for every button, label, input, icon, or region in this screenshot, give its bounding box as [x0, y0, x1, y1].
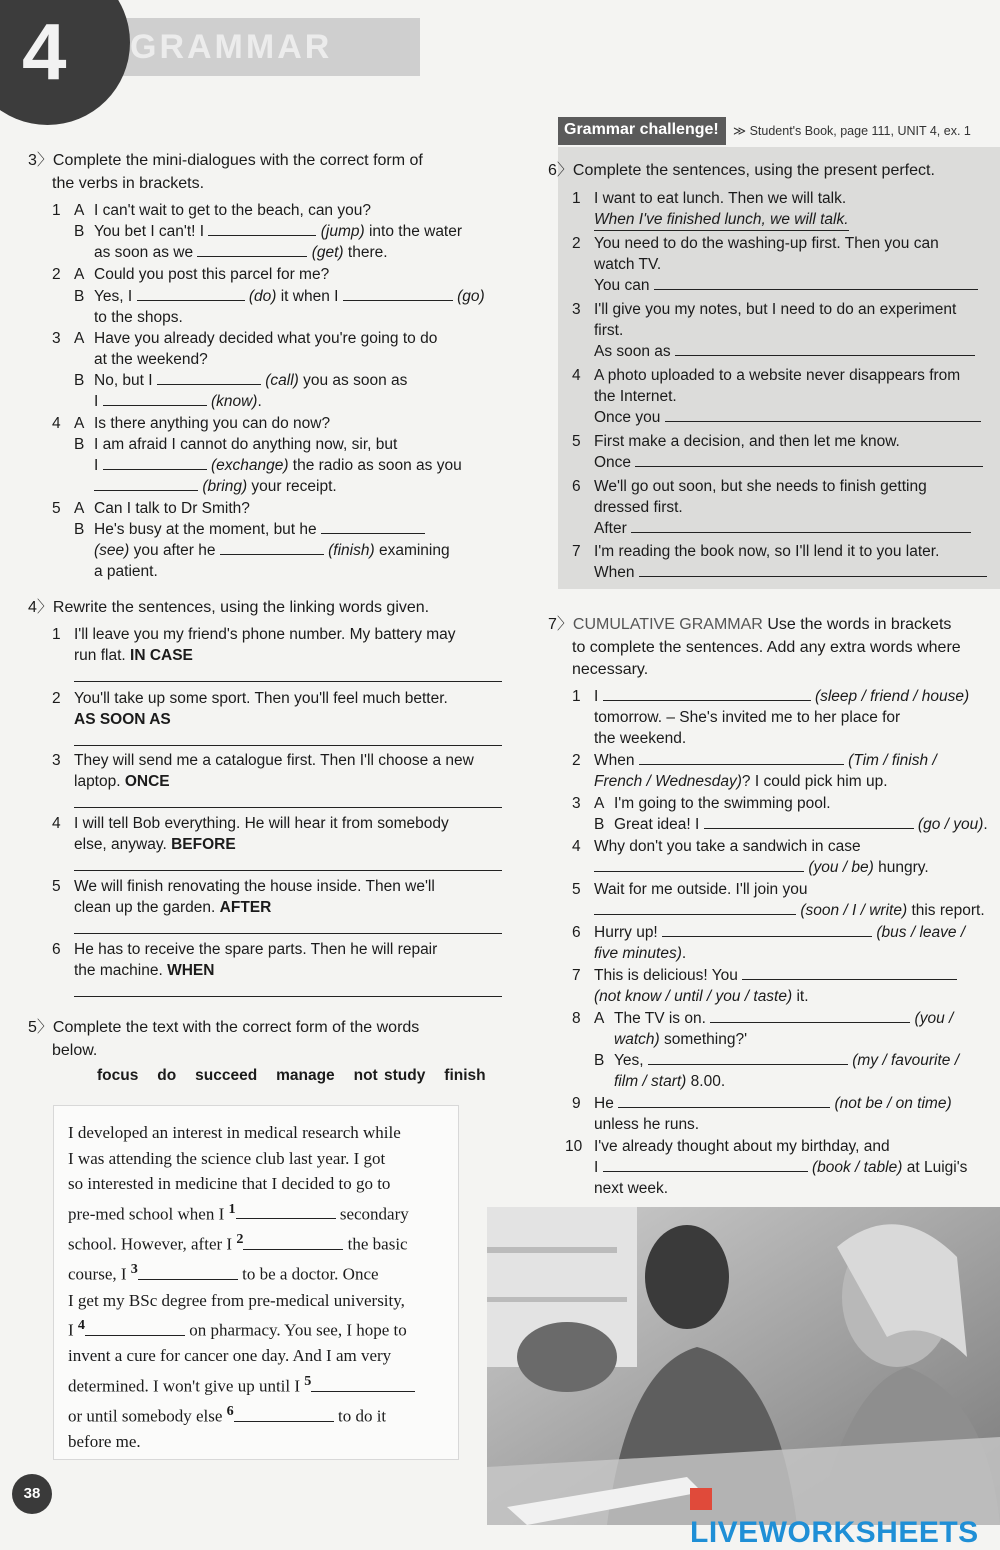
- ex3-item-2-b2: to the shops.: [94, 309, 183, 326]
- ex3-item-1-b: B You bet I can't! I (jump) into the water: [74, 223, 463, 240]
- ex5-heading: 5〉Complete the text with the correct form of the words: [28, 1019, 420, 1036]
- answer-line[interactable]: [74, 681, 502, 682]
- ex7-item-8: 8 A The TV is on. (you /: [572, 1010, 954, 1027]
- answer-line[interactable]: [74, 996, 502, 997]
- ex6-item-answer: After: [594, 518, 998, 539]
- ex7-heading-l3: necessary.: [572, 661, 649, 678]
- ex4-item: 6 He has to receive the spare parts. Then he will repair: [52, 941, 438, 958]
- answer-blank[interactable]: [639, 563, 987, 577]
- ex4-item-l2: laptop. ONCE: [74, 773, 170, 790]
- ex4-item-l2: else, anyway. BEFORE: [74, 836, 236, 853]
- ex6-item-answer: Once you: [594, 407, 998, 428]
- answer-blank[interactable]: [603, 1158, 808, 1172]
- ex3-item-2-b: B Yes, I (do) it when I (go): [74, 288, 485, 305]
- ex6-item-l2: first.: [594, 322, 624, 339]
- liveworksheets-logo: LIVEWORKSHEETS: [690, 1482, 1000, 1550]
- passage-line: I developed an interest in medical research while: [68, 1123, 401, 1142]
- answer-blank[interactable]: [639, 751, 844, 765]
- word-bank-item: succeed: [195, 1067, 258, 1084]
- ex7-heading: 7〉CUMULATIVE GRAMMAR Use the words in brackets: [548, 616, 952, 633]
- classroom-photo: [487, 1207, 1000, 1525]
- ex3-item-4-b: B I am afraid I cannot do anything now, sir, but: [74, 436, 398, 453]
- ex7-heading-l2: to complete the sentences. Add any extra words where: [572, 639, 961, 656]
- ex3-item-4-b3: (bring) your receipt.: [94, 476, 337, 497]
- passage-line: so interested in medicine that I decided to go to: [68, 1174, 391, 1194]
- ex6-item: 4 A photo uploaded to a website never disappears from: [572, 367, 961, 384]
- ex3-item-3-b2: I (know).: [94, 393, 262, 410]
- ex6-item-answer: When: [594, 562, 998, 583]
- answer-blank[interactable]: [343, 287, 453, 301]
- passage-line: I $^4$ on pharmacy. You see, I hope to: [68, 1317, 407, 1340]
- ex7-item-4-l2: (you / be) hungry.: [594, 857, 929, 878]
- ex3-item-3-b: B No, but I (call) you as soon as: [74, 372, 408, 389]
- passage-line: I get my BSc degree from pre-medical university,: [68, 1290, 405, 1310]
- page-number: 38: [12, 1474, 52, 1514]
- ex6-item: 7 I'm reading the book now, so I'll lend it to you later.: [572, 543, 940, 560]
- challenge-badge: Grammar challenge!: [558, 117, 726, 145]
- answer-blank[interactable]: [94, 477, 198, 491]
- ex7-item-1: 1 I (sleep / friend / house): [572, 688, 970, 705]
- answer-blank[interactable]: [208, 222, 316, 236]
- text-box: [53, 1105, 459, 1460]
- unit-number: 4: [22, 7, 67, 96]
- ex6-item: 3 I'll give you my notes, but I need to do an experiment: [572, 301, 957, 318]
- answer-blank[interactable]: [103, 392, 207, 406]
- ex7-item-5: 5 Wait for me outside. I'll join you: [572, 881, 808, 898]
- passage-line: or until somebody else $^6$ to do it: [68, 1403, 387, 1426]
- word-bank-item: manage: [276, 1067, 335, 1084]
- ex4-item: 2 You'll take up some sport. Then you'll feel much better.: [52, 690, 448, 707]
- answer-blank[interactable]: [311, 1378, 415, 1392]
- ex6-item-l2: dressed first.: [594, 499, 683, 516]
- ex3-item-1: 1 A I can't wait to get to the beach, can you?: [52, 202, 371, 219]
- passage-line: determined. I won't give up until I $^5$: [68, 1369, 458, 1399]
- ex7-item-3: 3 A I'm going to the swimming pool.: [572, 795, 831, 812]
- section-title: GRAMMAR: [130, 28, 333, 66]
- ex4-heading: 4〉Rewrite the sentences, using the linking words given.: [28, 599, 430, 616]
- answer-blank[interactable]: [236, 1205, 336, 1219]
- ex6-item-answer: As soon as: [594, 341, 998, 362]
- ex3-item-5: 5 A Can I talk to Dr Smith?: [52, 500, 250, 517]
- answer-blank[interactable]: [618, 1094, 830, 1108]
- answer-blank[interactable]: [220, 541, 324, 555]
- ex6-item-answer: Once: [594, 452, 998, 473]
- ex7-item-8-b2: film / start) 8.00.: [614, 1073, 726, 1090]
- answer-blank[interactable]: [197, 243, 307, 257]
- ex6-item: 6 We'll go out soon, but she needs to finish getting: [572, 478, 927, 495]
- answer-blank[interactable]: [234, 1408, 334, 1422]
- ex4-item-l2: AS SOON AS: [74, 711, 171, 728]
- word-bank-item: do: [157, 1067, 177, 1084]
- ex4-item: 3 They will send me a catalogue first. Then I'll choose a new: [52, 752, 474, 769]
- ex7-item-1-l2: tomorrow. – She's invited me to her place for: [594, 709, 901, 726]
- ex6-item: 1 I want to eat lunch. Then we will talk.: [572, 190, 847, 207]
- ex6-item-l2: watch TV.: [594, 256, 662, 273]
- answer-blank[interactable]: [654, 276, 978, 290]
- answer-blank[interactable]: [675, 342, 975, 356]
- ex3-item-2: 2 A Could you post this parcel for me?: [52, 266, 330, 283]
- answer-blank[interactable]: [665, 408, 981, 422]
- ex7-item-9-l2: unless he runs.: [594, 1116, 700, 1133]
- word-bank-item: not study: [353, 1067, 426, 1084]
- answer-line[interactable]: [74, 745, 502, 746]
- ex3-heading: 3〉Complete the mini-dialogues with the correct form of: [28, 152, 423, 169]
- ex3-heading-l2: the verbs in brackets.: [52, 175, 205, 192]
- ex3-item-5-b: B He's busy at the moment, but he: [74, 519, 425, 540]
- ex7-item-6: 6 Hurry up! (bus / leave /: [572, 924, 966, 941]
- answer-line[interactable]: [74, 933, 502, 934]
- ex7-item-7: 7 This is delicious! You: [572, 965, 957, 986]
- ex7-item-6-l2: five minutes).: [594, 945, 687, 962]
- answer-blank[interactable]: [321, 520, 425, 534]
- word-bank-item: finish: [444, 1067, 486, 1084]
- answer-line[interactable]: [74, 870, 502, 871]
- ex7-item-8-l2: watch) something?': [614, 1031, 748, 1048]
- ex3-item-5-b3: a patient.: [94, 563, 158, 580]
- answer-blank[interactable]: [603, 687, 811, 701]
- ex6-item: 5 First make a decision, and then let me know.: [572, 433, 900, 450]
- ex7-item-3-b: B Great idea! I (go / you).: [594, 816, 988, 833]
- answer-blank[interactable]: [594, 901, 796, 915]
- ex3-item-3: 3 A Have you already decided what you're going to do: [52, 330, 438, 347]
- ex5-heading-l2: below.: [52, 1042, 98, 1059]
- passage: [68, 1120, 458, 1455]
- ex4-item-l2: run flat. IN CASE: [74, 647, 193, 664]
- ex7-item-10-l2: I (book / table) at Luigi's: [594, 1159, 968, 1176]
- ex6-item-answer: You can: [594, 275, 998, 296]
- ex7-item-1-l3: the weekend.: [594, 730, 687, 747]
- passage-line: before me.: [68, 1432, 141, 1452]
- answer-blank[interactable]: [710, 1009, 910, 1023]
- answer-line[interactable]: [74, 807, 502, 808]
- answer-blank[interactable]: [85, 1322, 185, 1336]
- answer-blank[interactable]: [631, 519, 971, 533]
- ex3-item-3-a2: at the weekend?: [94, 351, 208, 368]
- students-illustration: [487, 1207, 1000, 1525]
- ex4-item-l2: clean up the garden. AFTER: [74, 899, 272, 916]
- chevron-right-icon: ≫: [733, 124, 747, 138]
- ex6-item-l2: the Internet.: [594, 388, 677, 405]
- word-bank: [97, 1067, 486, 1085]
- answer-blank[interactable]: [103, 456, 207, 470]
- passage-line: school. However, after I $^2$ the basic: [68, 1231, 408, 1254]
- ex7-item-9: 9 He (not be / on time): [572, 1095, 952, 1112]
- passage-line: I was attending the science club last year. I got: [68, 1148, 386, 1168]
- answer-blank[interactable]: [137, 287, 245, 301]
- ex3-item-1-b2: as soon as we (get) there.: [94, 244, 388, 261]
- answer-blank[interactable]: [742, 966, 957, 980]
- ex4-item: 1 I'll leave you my friend's phone number. My battery may: [52, 626, 456, 643]
- logo-icon: [690, 1488, 712, 1510]
- answer-blank[interactable]: [635, 453, 983, 467]
- answer-blank[interactable]: [243, 1236, 343, 1250]
- ex7-item-5-l2: (soon / I / write) this report.: [594, 900, 985, 921]
- ex6-example-answer: When I've finished lunch, we will talk.: [594, 209, 849, 231]
- ex3-item-4: 4 A Is there anything you can do now?: [52, 415, 331, 432]
- answer-blank[interactable]: [648, 1051, 848, 1065]
- challenge-reference: ≫ Student's Book, page 111, UNIT 4, ex. 1: [733, 124, 971, 138]
- ex4-item: 5 We will finish renovating the house inside. Then we'll: [52, 878, 435, 895]
- passage-line: course, I $^3$ to be a doctor. Once: [68, 1261, 379, 1284]
- ex7-item-4: 4 Why don't you take a sandwich in case: [572, 838, 861, 855]
- answer-blank[interactable]: [704, 815, 914, 829]
- ex6-heading: 6〉Complete the sentences, using the present perfect.: [548, 162, 935, 179]
- answer-blank[interactable]: [594, 858, 804, 872]
- passage-line: invent a cure for cancer one day. And I am very: [68, 1346, 392, 1366]
- ex4-item-l2: the machine. WHEN: [74, 962, 215, 979]
- ex7-item-2-l2: French / Wednesday)? I could pick him up.: [594, 773, 888, 790]
- answer-blank[interactable]: [157, 371, 261, 385]
- word-bank-item: focus: [97, 1067, 139, 1084]
- ex6-item: 2 You need to do the washing-up first. Then you can: [572, 235, 939, 252]
- ex7-item-10: 10 I've already thought about my birthday, and: [565, 1138, 890, 1155]
- ex7-item-8-b: B Yes, (my / favourite /: [594, 1052, 960, 1069]
- ex7-item-7-l2: (not know / until / you / taste) it.: [594, 988, 809, 1005]
- ex4-item: 4 I will tell Bob everything. He will hear it from somebody: [52, 815, 449, 832]
- ex3-item-5-b2: (see) you after he (finish) examining: [94, 542, 450, 559]
- ex7-item-2: 2 When (Tim / finish /: [572, 752, 937, 769]
- answer-blank[interactable]: [138, 1266, 238, 1280]
- ex3-item-4-b2: I (exchange) the radio as soon as you: [94, 457, 462, 474]
- ex7-item-10-l3: next week.: [594, 1180, 669, 1197]
- passage-line: pre-med school when I $^1$ secondary: [68, 1200, 409, 1224]
- answer-blank[interactable]: [662, 923, 872, 937]
